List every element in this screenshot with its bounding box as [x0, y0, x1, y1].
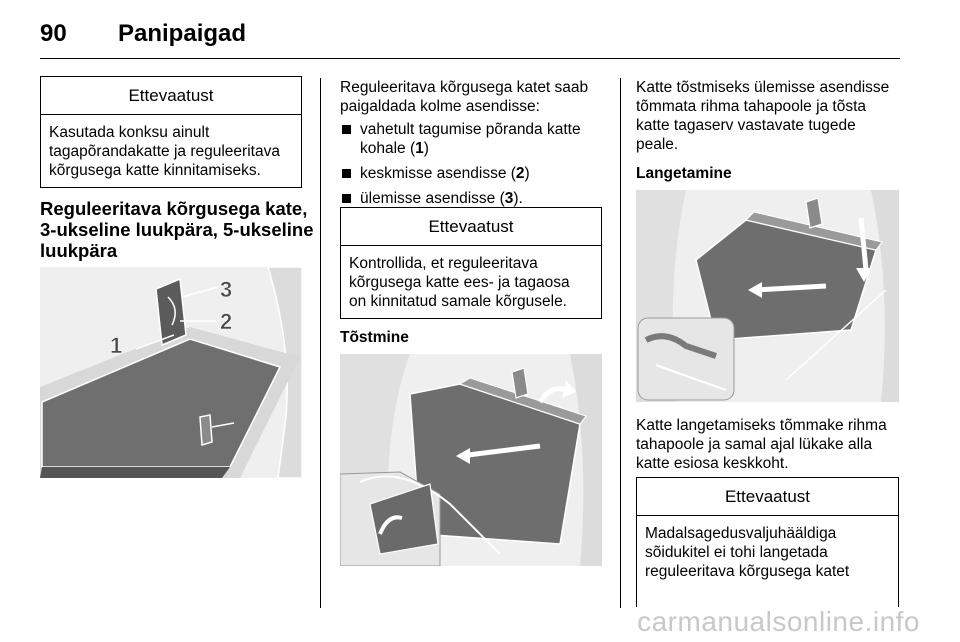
position-list — [340, 120, 610, 214]
raise-line: katte tagaserv vastavate tugede — [636, 117, 856, 134]
page-header — [40, 14, 246, 54]
page-number: 90 — [40, 20, 67, 47]
raise-cover-illustration — [340, 354, 602, 566]
list-item-number: 3 — [504, 190, 514, 207]
caution-box-3 — [636, 477, 899, 607]
caution-line: reguleeritava kõrgusega katet — [645, 563, 850, 580]
list-item-text: ) — [524, 165, 530, 182]
lower-line: katte esiosa keskkoht. — [636, 455, 789, 472]
list-item — [340, 120, 610, 158]
list-item-text: kohale ( — [360, 140, 416, 157]
list-item — [340, 189, 610, 208]
intro-text — [340, 78, 588, 116]
list-item-number: 2 — [515, 165, 525, 182]
figure-raise-cover — [340, 354, 602, 566]
caution-line: on kinnitatud samale kõrgusele. — [349, 293, 567, 310]
subheading-raise: Tõstmine — [340, 329, 409, 346]
column-divider-1 — [320, 78, 321, 608]
column-divider-2 — [620, 78, 621, 608]
bullet-square-icon — [342, 125, 351, 134]
subheading-lower: Langetamine — [636, 165, 732, 182]
callout-2: 2 — [220, 309, 233, 334]
caution-title: Ettevaatust — [41, 77, 301, 115]
list-item-text: vahetult tagumise põranda katte — [360, 121, 581, 138]
caution-line: Madalsagedusvaljuhääldiga — [645, 525, 837, 542]
list-item-text: ). — [513, 190, 523, 207]
caution-box-2 — [340, 207, 602, 319]
lower-line: Katte langetamiseks tõmmake rihma — [636, 417, 887, 434]
figure-lower-cover — [636, 190, 899, 402]
callout-3: 3 — [220, 277, 233, 302]
bullet-square-icon — [342, 169, 351, 178]
heading-line: Reguleeritava kõrgusega kate, — [40, 198, 308, 219]
caution-box-1 — [40, 76, 302, 188]
lower-cover-illustration — [636, 190, 899, 402]
caution-line: kõrgusega katte ees- ja tagaosa — [349, 274, 570, 291]
lower-text — [636, 416, 887, 473]
raise-text — [636, 78, 889, 154]
list-item-text: ) — [423, 140, 429, 157]
heading-line: 3-ukseline luukpära, 5-ukseline — [40, 219, 314, 240]
caution-line: Kontrollida, et reguleeritava — [349, 255, 538, 272]
caution-title: Ettevaatust — [341, 208, 601, 246]
cover-positions-illustration — [40, 267, 302, 478]
bullet-square-icon — [342, 194, 351, 203]
callout-1: 1 — [110, 333, 123, 358]
caution-text — [41, 115, 301, 180]
header-divider — [40, 58, 900, 59]
list-item-text: ülemisse asendisse ( — [360, 190, 505, 207]
caution-text — [341, 246, 601, 311]
section-heading — [40, 198, 314, 261]
caution-line: sõidukitel ei tohi langetada — [645, 544, 828, 561]
raise-line: tõmmata rihma tahapoole ja tõsta — [636, 98, 867, 115]
caution-title: Ettevaatust — [637, 478, 898, 516]
caution-line: Kasutada konksu ainult — [49, 124, 210, 141]
raise-line: Katte tõstmiseks ülemisse asendisse — [636, 79, 890, 96]
intro-line: Reguleeritava kõrgusega katet saab — [340, 79, 589, 96]
figure-cover-positions — [40, 267, 302, 478]
lower-line: tahapoole ja samal ajal lükake alla — [636, 436, 873, 453]
list-item-text: keskmisse asendisse ( — [360, 165, 516, 182]
intro-line: paigaldada kolme asendisse: — [340, 98, 540, 115]
heading-line: luukpära — [40, 240, 118, 261]
raise-line: peale. — [636, 136, 679, 153]
list-item — [340, 164, 610, 183]
section-title: Panipaigad — [118, 20, 247, 47]
watermark: carmanualsonline.info — [637, 606, 920, 637]
caution-text — [637, 516, 898, 581]
caution-line: tagapõrandakatte ja reguleeritava — [49, 143, 280, 160]
caution-line: kõrgusega katte kinnitamiseks. — [49, 162, 261, 179]
list-item-number: 1 — [415, 140, 424, 157]
